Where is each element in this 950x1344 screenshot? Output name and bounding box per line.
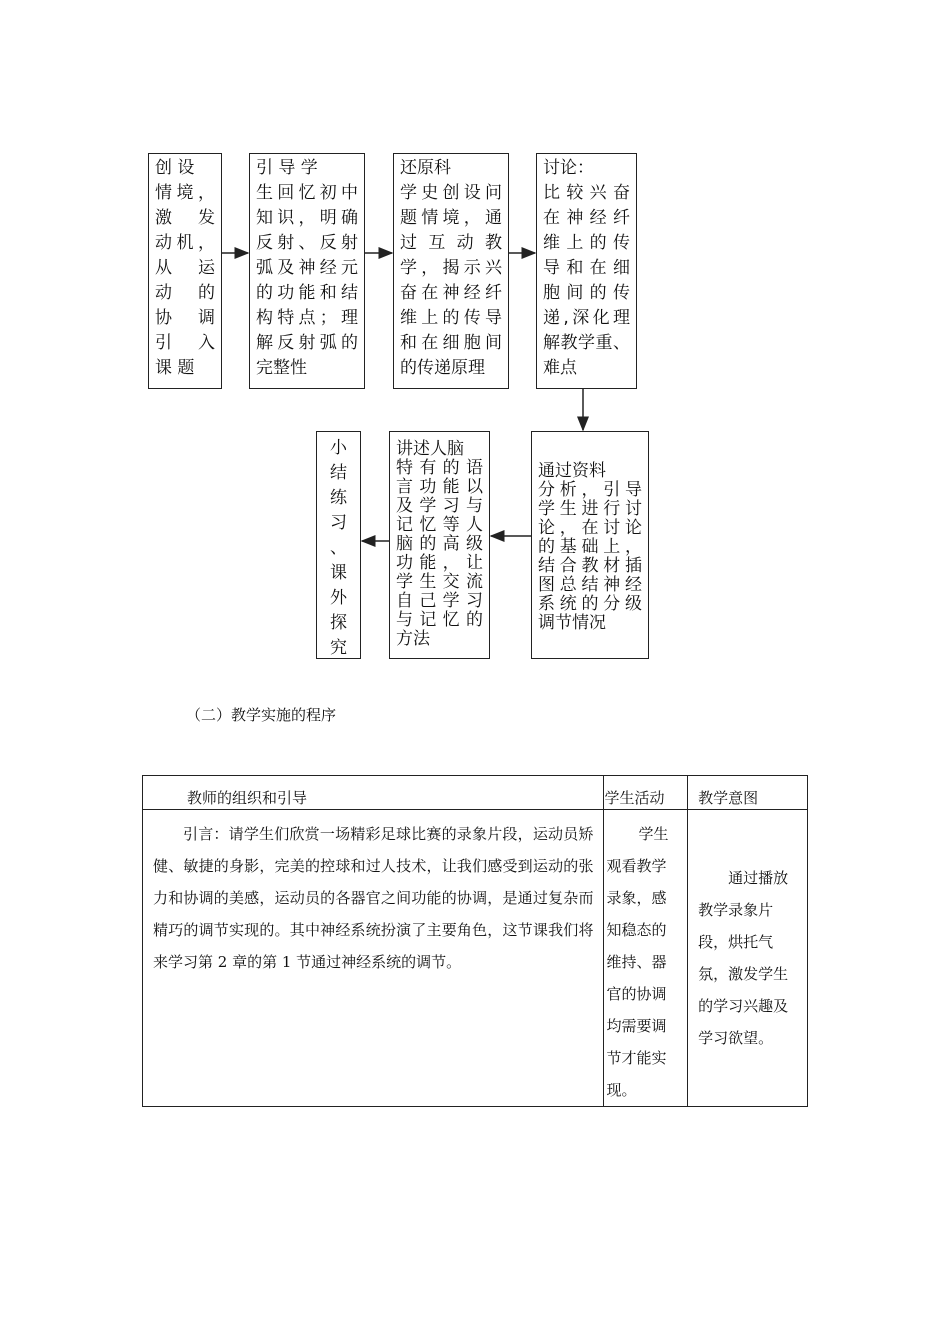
- student-activity-line: 现。: [606, 1081, 637, 1099]
- flow-line: 创 设: [155, 158, 195, 178]
- flow-box-1: [148, 153, 222, 389]
- flow-line: 引 入: [155, 333, 215, 353]
- flow-line: 解反射弧的: [256, 333, 358, 353]
- flow-line: 课 题: [155, 358, 195, 378]
- flow-line: 弧及神经元: [256, 258, 358, 278]
- flow-line: 脑的高级: [396, 534, 483, 554]
- flow-line: 学生交流: [396, 572, 483, 592]
- flow-box-5: [531, 431, 649, 659]
- flow-line: 动机，: [155, 233, 215, 253]
- flow-line: 比较兴奋: [543, 183, 630, 203]
- student-activity-cell: [604, 810, 688, 1107]
- teaching-intent-cell: 通过播放教学录象片段，烘托气氛，激发学生的学习兴趣及学习欲望。: [688, 810, 808, 1107]
- student-activity-line: 观看教学: [606, 857, 667, 875]
- flow-line: 维上的传: [543, 233, 630, 253]
- flow-line: 维上的传导: [400, 308, 502, 328]
- flow-char: 、: [330, 538, 347, 558]
- student-activity-line: 维持、器: [606, 953, 667, 971]
- teacher-guidance-cell: 引言：请学生们欣赏一场精彩足球比赛的录象片段，运动员矫健、敏捷的身影，完美的控球和过人技术，让我们感受到运动的张力和协调的美感，运动员的各器官之间功能的协调，是通过复杂而精巧的调节实现的。其中神经系统扮演了主要角色，这节课我们将来学习第 2 章的第 1 节通过神经系统的调节。: [143, 810, 604, 1107]
- header-student: 学生活动: [604, 776, 688, 810]
- flow-char: 究: [330, 638, 347, 658]
- flow-char: 课: [330, 563, 347, 583]
- flow-char: 探: [330, 613, 347, 633]
- flow-line: 学生进行讨: [538, 499, 642, 519]
- student-activity-line: 官的协调: [606, 985, 667, 1003]
- flow-line: 言功能以: [396, 477, 483, 497]
- student-activity-line: 均需要调: [606, 1017, 667, 1035]
- flow-char: 练: [330, 488, 347, 508]
- flow-line: 还原科: [400, 158, 451, 178]
- flow-line: 协 调: [155, 308, 215, 328]
- flow-char: 结: [330, 463, 347, 483]
- student-activity-line: 节才能实: [606, 1049, 667, 1067]
- flow-line: 讲述人脑: [396, 439, 464, 459]
- flow-char: 外: [330, 588, 347, 608]
- flow-line: 系统的分级: [538, 594, 642, 614]
- flow-line: 与记忆的: [396, 610, 483, 630]
- flow-line: 递,深化理: [543, 308, 630, 328]
- header-teacher: 教师的组织和引导: [143, 776, 604, 810]
- flow-line: 完整性: [256, 358, 307, 378]
- flow-line: 难点: [543, 358, 577, 378]
- flow-line: 的功能和结: [256, 283, 358, 303]
- flow-line: 图总结神经: [538, 575, 642, 595]
- flow-line: 功能，让: [396, 553, 483, 573]
- student-activity-line: 学生: [638, 825, 669, 843]
- flow-line: 通过资料: [538, 461, 606, 481]
- flow-line: 自己学习: [396, 591, 483, 611]
- flow-line: 反射、反射: [256, 233, 358, 253]
- flow-char: 小: [330, 438, 347, 458]
- flow-box-4: [536, 153, 637, 389]
- student-activity-line: 录象，感: [606, 889, 667, 907]
- flow-box-6: [389, 431, 490, 659]
- flow-line: 引 导 学: [256, 158, 318, 178]
- flow-line: 解教学重、: [543, 333, 630, 353]
- flow-line: 胞间的传: [543, 283, 630, 303]
- flow-line: 奋在神经纤: [400, 283, 502, 303]
- flow-line: 学史创设问: [400, 183, 502, 203]
- flow-line: 动 的: [155, 283, 215, 303]
- flow-char: 习: [330, 513, 347, 533]
- flow-line: 过 互 动 教: [400, 233, 502, 253]
- flow-line: 和在细胞间: [400, 333, 502, 353]
- flow-line: 及学习与: [396, 496, 483, 516]
- flow-line: 的传递原理: [400, 358, 485, 378]
- student-activity-line: 知稳态的: [606, 921, 667, 939]
- flow-line: 调节情况: [538, 613, 606, 633]
- flow-line: 生回忆初中: [256, 183, 358, 203]
- flow-line: 的基础上，: [538, 537, 642, 557]
- flow-line: 结合教材插: [538, 556, 642, 576]
- flow-line: 讨论：: [543, 158, 594, 178]
- section-title: （二）教学实施的程序: [186, 706, 337, 724]
- flow-line: 情境，: [155, 183, 215, 203]
- flow-line: 题情境，通: [400, 208, 502, 228]
- flow-box-7: [316, 431, 361, 659]
- teaching-procedure-table: [142, 775, 808, 1107]
- table-header-row: [143, 776, 808, 810]
- table-row: [143, 810, 808, 1107]
- flow-line: 特有的语: [396, 458, 483, 478]
- flow-line: 从 运: [155, 258, 215, 278]
- flow-line: 在神经纤: [543, 208, 630, 228]
- flow-box-2: [249, 153, 365, 389]
- flow-line: 构特点；理: [256, 308, 358, 328]
- flow-line: 激 发: [155, 208, 215, 228]
- flow-line: 知识，明确: [256, 208, 358, 228]
- flow-box-3: [393, 153, 509, 389]
- flow-line: 学，揭示兴: [400, 258, 502, 278]
- flow-line: 方法: [396, 629, 430, 649]
- header-intent: 教学意图: [688, 776, 808, 810]
- flow-line: 论，在讨论: [538, 518, 642, 538]
- flow-line: 记忆等人: [396, 515, 483, 535]
- flow-line: 分析，引导: [538, 480, 642, 500]
- flow-line: 导和在细: [543, 258, 630, 278]
